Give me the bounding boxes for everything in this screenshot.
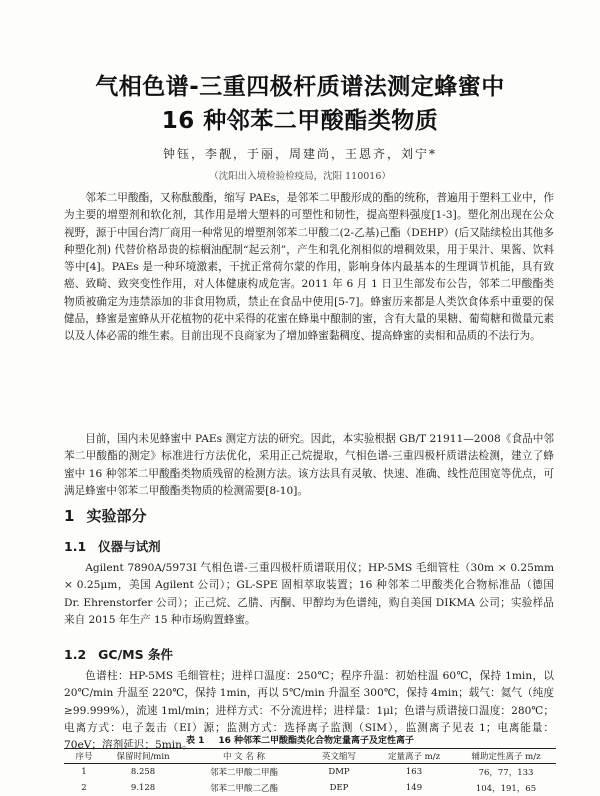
cell-chinese-name: 邻苯二甲酸二甲酯 (209, 768, 278, 778)
author-list: 钟钰，李靓，于丽，周建尚，王恩齐，刘宁* (162, 147, 437, 161)
ion-table (64, 748, 556, 796)
subsection-title: 仪器与试剂 (98, 539, 161, 554)
table-caption (0, 733, 600, 746)
table-row (64, 780, 556, 796)
col-header-quant-ion: 定量离子 m/z (372, 749, 456, 764)
instruments-paragraph: Agilent 7890A/5973I 气相色谱-三重四极杆质谱联用仪；HP-5MS 毛细管柱（30m × 0.25mm × 0.25μm，美国 Agilent 公司）；GL-SPE 固相萃取装置；16 种邻苯二甲酸类化合物标准品（德国 Dr. Ehrenstorfer 公司）；正己烷、乙腈、丙酮、甲醇均为色谱纯，购自美国 DIKMA 公司；实验样品来自 2015 年生产 15 种市场购置蜂蜜。 (64, 562, 554, 626)
cell-chinese-name: 邻苯二甲酸二乙酯 (209, 784, 278, 794)
cell-index: 1 (81, 767, 87, 777)
col-header-qual-ions: 辅助定性离子 m/z (456, 749, 556, 764)
table-caption-text: 16 种邻苯二甲酸酯类化合物定量离子及定性离子 (218, 736, 415, 746)
cell-quant-ion: 163 (405, 767, 423, 777)
gcms-conditions-paragraph: 色谱柱：HP-5MS 毛细管柱；进样口温度：250℃；程序升温：初始柱温 60℃，保持 1min，以 20℃/min 升温至 220℃，保持 1min，再以 5℃/min 升温至 300℃，保持 4min；载气：氦气（纯度≥99.999%），流速 1ml/min；进样方式：不分流进样；进样量：1μl；色谱与质谱接口温度：280℃；电离方式：电子轰击（EI）源；监测方式：选择离子监测（SIM），监测离子见表 1；电离能量：70eV；溶剂延迟：5min。 (64, 670, 554, 752)
col-header-abbreviation: 英文缩写 (306, 749, 372, 764)
cell-qual-ions: 104，191，65 (475, 784, 537, 794)
section-heading-experimental (64, 505, 146, 526)
paper-title-line1: 气相色谱-三重四极杆质谱法测定蜂蜜中 (95, 74, 505, 100)
cell-qual-ions: 76，77，133 (478, 768, 534, 778)
subsection-number: 1.2 (64, 647, 87, 662)
paper-title-line2: 16 种邻苯二甲酸酯类物质 (161, 108, 439, 134)
subsection-number: 1.1 (64, 539, 87, 554)
intro-paragraph-2: 目前，国内未见蜂蜜中 PAEs 测定方法的研究。因此，本实验根据 GB/T 21911—2008《食品中邻苯二甲酸酯的测定》标准进行方法优化，采用正己烷提取，气相色谱-三重四极杆质谱法检测，建立了蜂蜜中 16 种邻苯二甲酸酯类物质残留的检测方法。该方法具有灵敏、快速、准确、线性范围宽等优点，可满足蜂蜜中邻苯二甲酸酯类物质的检测需要[8-10]。 (64, 433, 554, 497)
subsection-heading-instruments (64, 537, 161, 555)
cell-index: 2 (81, 783, 87, 793)
subsection-title: GC/MS 条件 (98, 647, 173, 662)
subsection-heading-gcms (64, 645, 173, 663)
col-header-chinese-name: 中 文 名 称 (182, 749, 306, 764)
cell-retention-time: 9.128 (130, 783, 156, 793)
cell-quant-ion: 149 (405, 783, 423, 793)
table-header-row (64, 749, 556, 764)
cell-retention-time: 8.258 (130, 767, 156, 777)
table-caption-label: 表 1 (185, 736, 205, 746)
affiliation: （沈阳出入境检验检疫局，沈阳 110016） (209, 171, 391, 182)
col-header-index: 序号 (64, 749, 104, 764)
cell-abbreviation: DMP (328, 767, 350, 777)
section-number: 1 (64, 507, 75, 525)
section-title: 实验部分 (86, 507, 147, 525)
intro-paragraph-1: 邻苯二甲酸酯，又称酞酸酯，缩写 PAEs，是邻苯二甲酸形成的酯的统称，普遍用于塑料工业中，作为主要的增塑剂和软化剂，其作用是增大塑料的可塑性和韧性，提高塑料强度[1-3]。塑化剂出现在公众视野，源于中国台湾厂商用一种常见的增塑剂邻苯二甲酸二(2-乙基)己酯（DEHP）(后又陆续检出其他多种塑化剂) 代替价格昂贵的棕榈油配制“起云剂”，产生和乳化剂相似的增稠效果，用于果汁、果酱、饮料等中[4]。PAEs 是一种环境激素，干扰正常荷尔蒙的作用，影响身体内最基本的生理调节机能，具有致癌、致畸、致突变性作用，对人体健康构成危害。2011 年 6 月 1 日卫生部发布公告，邻苯二甲酸酯类物质被确定为违禁添加的非食用物质，禁止在食品中使用[5-7]。蜂蜜历来都是人类饮食体系中重要的保健品，蜂蜜是蜜蜂从开花植物的花中采得的花蜜在蜂巢中酿制的蜜，含有大量的果糖、葡萄糖和微量元素以及人体必需的维生素。目前出现不良商家为了增加蜂蜜黏稠度、提高蜂蜜的卖相和品质的不法行为。 (64, 192, 554, 343)
table-row (64, 764, 556, 781)
col-header-retention-time: 保留时间/min (104, 749, 182, 764)
cell-abbreviation: DEP (329, 783, 349, 793)
